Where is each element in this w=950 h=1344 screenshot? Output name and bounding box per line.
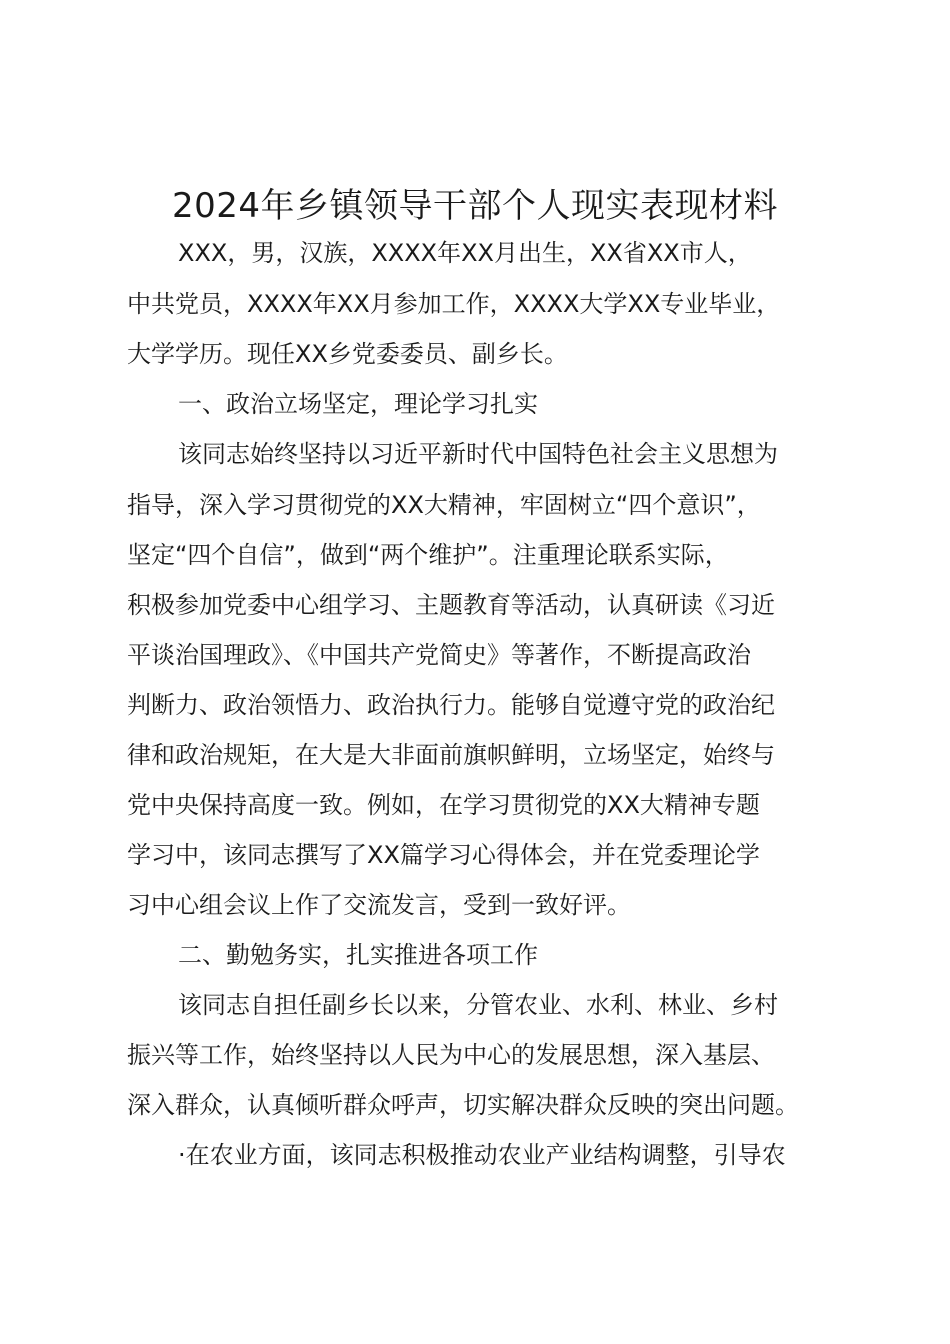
text-line: 学习中，该同志撰写了XX篇学习心得体会，并在党委理论学 (127, 841, 760, 869)
text-line: 律和政治规矩，在大是大非面前旗帜鲜明，立场坚定，始终与 (127, 741, 775, 769)
text-line: 习中心组会议上作了交流发言，受到一致好评。 (127, 891, 631, 919)
text-line: 该同志始终坚持以习近平新时代中国特色社会主义思想为 (178, 440, 778, 468)
text-line: XXX，男，汉族，XXXX年XX月出生，XX省XX市人， (178, 239, 752, 267)
text-line: 坚定“四个自信”，做到“两个维护”。注重理论联系实际， (127, 541, 729, 569)
text-line: 判断力、政治领悟力、政治执行力。能够自觉遵守党的政治纪 (127, 691, 775, 719)
text-line: 振兴等工作，始终坚持以人民为中心的发展思想，深入基层、 (127, 1041, 775, 1069)
section-heading: 一、政治立场坚定，理论学习扎实 (178, 390, 538, 418)
text-line: 该同志自担任副乡长以来，分管农业、水利、林业、乡村 (178, 991, 778, 1019)
text-line: 平谈治国理政》、《中国共产党简史》等著作，不断提高政治 (127, 641, 751, 669)
text-line: 深入群众，认真倾听群众呼声，切实解决群众反映的突出问题。 (127, 1091, 799, 1119)
text-line: 积极参加党委中心组学习、主题教育等活动，认真研读《习近 (127, 591, 775, 619)
text-line: 大学学历。现任XX乡党委委员、副乡长。 (127, 340, 568, 368)
text-line: ·在农业方面，该同志积极推动农业产业结构调整，引导农 (178, 1141, 786, 1169)
text-line: 指导，深入学习贯彻党的XX大精神，牢固树立“四个意识”， (127, 491, 761, 519)
section-heading: 二、勤勉务实，扎实推进各项工作 (178, 941, 538, 969)
document-title: 2024年乡镇领导干部个人现实表现材料 (171, 186, 779, 226)
text-line: 中共党员，XXXX年XX月参加工作，XXXX大学XX专业毕业， (127, 290, 781, 318)
text-line: 党中央保持高度一致。例如，在学习贯彻党的XX大精神专题 (127, 791, 760, 819)
